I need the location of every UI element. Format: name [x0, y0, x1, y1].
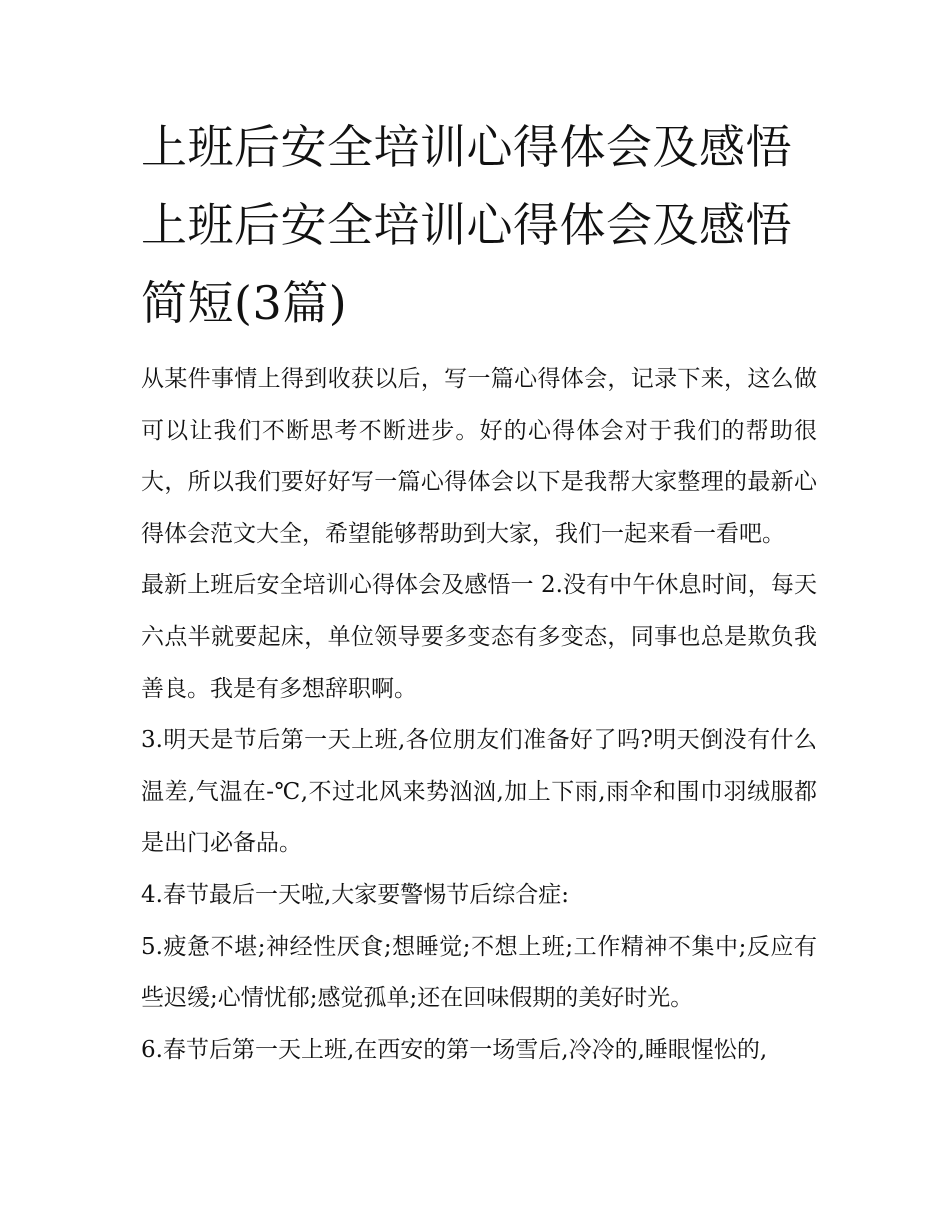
paragraph-item-2: 最新上班后安全培训心得体会及感悟一 2.没有中午休息时间，每天六点半就要起床，单位领导要多变态有多变态，同事也总是欺负我善良。我是有多想辞职啊。	[141, 572, 817, 702]
document-body	[141, 354, 817, 1076]
paragraph-item-6: 6.春节后第一天上班,在西安的第一场雪后,冷冷的,睡眼惺忪的,	[141, 1036, 768, 1063]
paragraph-intro: 从某件事情上得到收获以后，写一篇心得体会，记录下来，这么做可以让我们不断思考不断进步。好的心得体会对于我们的帮助很大，所以我们要好好写一篇心得体会以下是我帮大家整理的最新心得体会范文大全，希望能够帮助到大家，我们一起来看一看吧。	[141, 366, 817, 547]
paragraph-item-5: 5.疲惫不堪;神经性厌食;想睡觉;不想上班;工作精神不集中;反应有些迟缓;心情忧郁;感觉孤单;还在回味假期的美好时光。	[141, 933, 817, 1012]
paragraph-item-3: 3.明天是节后第一天上班,各位朋友们准备好了吗?明天倒没有什么温差,气温在-℃,不过北风来势汹汹,加上下雨,雨伞和围巾羽绒服都是出门必备品。	[141, 727, 817, 857]
document-page	[141, 108, 817, 1076]
document-title: 上班后安全培训心得体会及感悟 上班后安全培训心得体会及感悟简短(3篇)	[141, 120, 792, 330]
paragraph-item-4: 4.春节最后一天啦,大家要警惕节后综合症:	[141, 881, 570, 908]
